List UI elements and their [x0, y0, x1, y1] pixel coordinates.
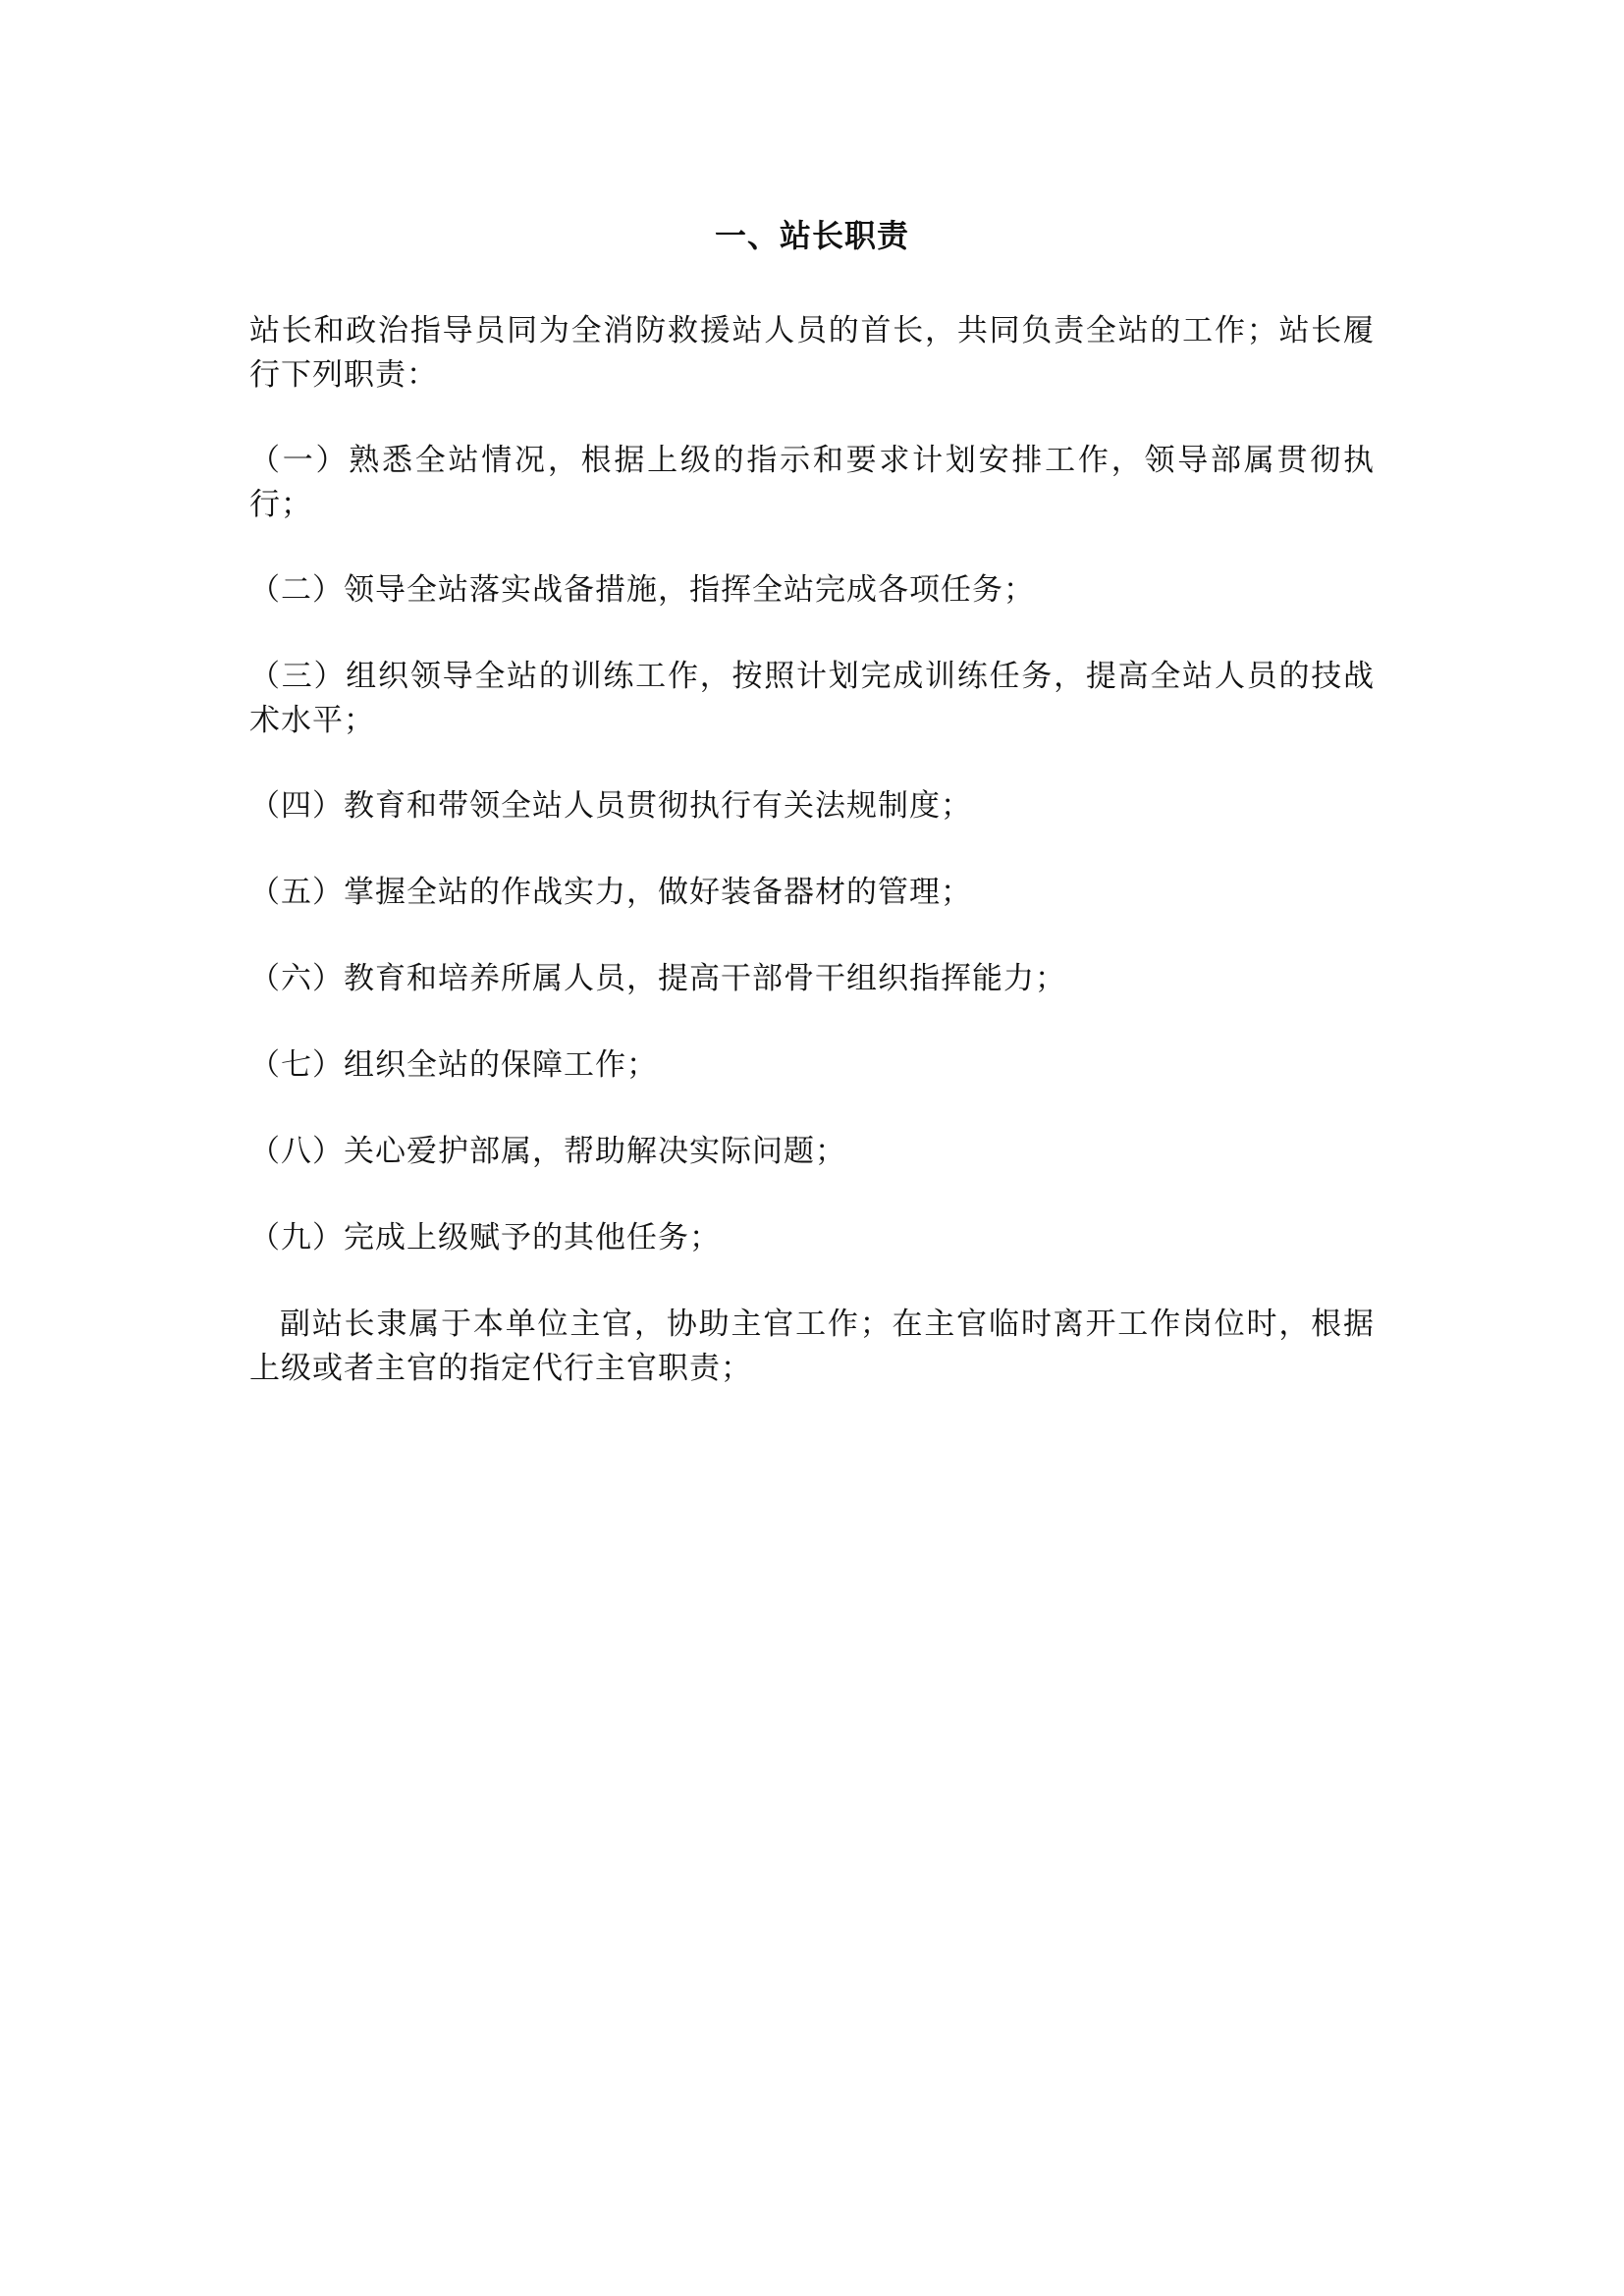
- document-body: [249, 208, 1375, 1432]
- duty-item-9: （九）完成上级赋予的其他任务；: [249, 1220, 721, 1255]
- duty-item-8: （八）关心爱护部属，帮助解决实际问题；: [249, 1134, 846, 1169]
- duty-item-4: （四）教育和带领全站人员贯彻执行有关法规制度；: [249, 788, 972, 824]
- document-title: 一、站长职责: [714, 217, 909, 254]
- deputy-paragraph: 副站长隶属于本单位主官，协助主官工作；在主官临时离开工作岗位时，根据上级或者主官的指定代行主官职责；: [249, 1307, 1375, 1386]
- duty-item-6: （六）教育和培养所属人员，提高干部骨干组织指挥能力；: [249, 961, 1066, 996]
- duty-item-2: （二）领导全站落实战备措施，指挥全站完成各项任务；: [249, 572, 1035, 608]
- duty-item-5: （五）掌握全站的作战实力，做好装备器材的管理；: [249, 875, 972, 910]
- duty-item-3: （三）组织领导全站的训练工作，按照计划完成训练任务，提高全站人员的技战术水平；: [249, 659, 1375, 738]
- intro-paragraph: 站长和政治指导员同为全消防救援站人员的首长，共同负责全站的工作；站长履行下列职责：: [249, 313, 1375, 393]
- duty-item-1: （一）熟悉全站情况，根据上级的指示和要求计划安排工作，领导部属贯彻执行；: [249, 443, 1375, 522]
- duty-item-7: （七）组织全站的保障工作；: [249, 1047, 658, 1083]
